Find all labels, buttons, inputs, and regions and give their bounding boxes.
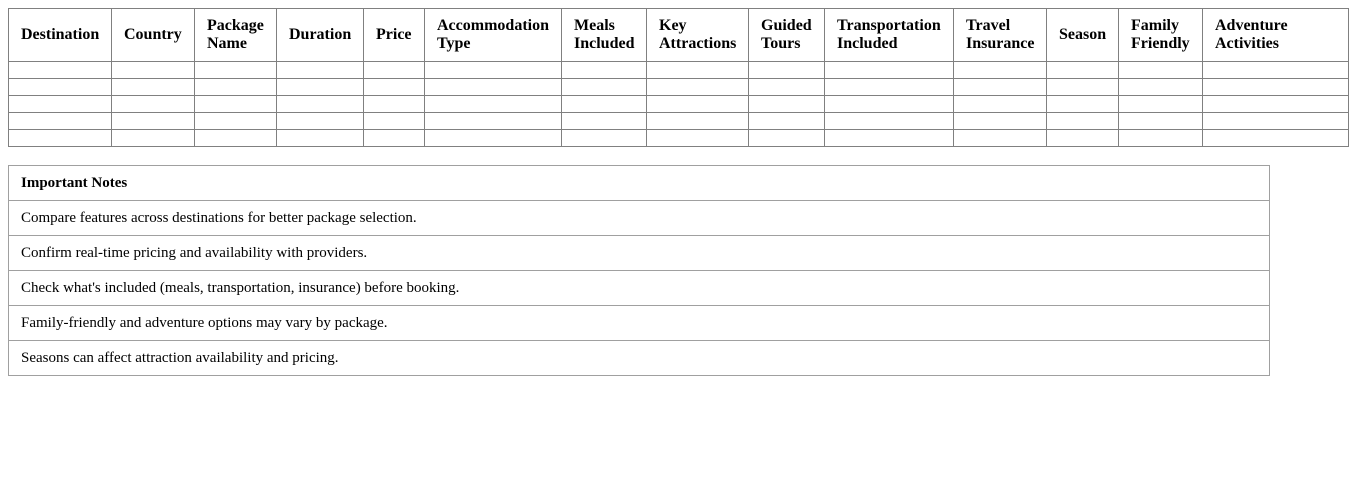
note-item [9, 271, 1270, 306]
note-text: Family-friendly and adventure options may vary by package. [9, 306, 1270, 341]
table-cell [1047, 96, 1119, 113]
packages-table-viewport [8, 8, 1288, 147]
table-cell [195, 79, 277, 96]
table-row [9, 113, 1349, 130]
column-header-travel-insurance: Travel Insurance [954, 9, 1047, 62]
column-header-price: Price [364, 9, 425, 62]
table-cell [364, 130, 425, 147]
table-cell [425, 79, 562, 96]
column-header-transportation-included: Transportation Included [825, 9, 954, 62]
table-cell [112, 79, 195, 96]
table-cell [647, 130, 749, 147]
table-cell [1203, 96, 1349, 113]
column-header-season: Season [1047, 9, 1119, 62]
column-header-meals-included: Meals Included [562, 9, 647, 62]
table-cell [954, 113, 1047, 130]
note-item [9, 341, 1270, 376]
table-cell [112, 96, 195, 113]
table-cell [1119, 62, 1203, 79]
table-cell [647, 113, 749, 130]
table-cell [112, 130, 195, 147]
table-cell [954, 96, 1047, 113]
table-cell [195, 96, 277, 113]
notes-title-row [9, 166, 1270, 201]
table-row [9, 62, 1349, 79]
table-cell [1203, 113, 1349, 130]
table-cell [1119, 113, 1203, 130]
table-cell [749, 96, 825, 113]
table-cell [749, 79, 825, 96]
column-header-family-friendly: Family Friendly [1119, 9, 1203, 62]
table-cell [562, 113, 647, 130]
table-cell [277, 130, 364, 147]
table-cell [277, 79, 364, 96]
table-cell [277, 62, 364, 79]
table-cell [364, 62, 425, 79]
note-text: Seasons can affect attraction availability and pricing. [9, 341, 1270, 376]
note-item [9, 236, 1270, 271]
table-cell [364, 113, 425, 130]
table-cell [112, 113, 195, 130]
column-header-country: Country [112, 9, 195, 62]
table-cell [749, 62, 825, 79]
table-cell [954, 130, 1047, 147]
table-cell [1119, 79, 1203, 96]
table-cell [749, 113, 825, 130]
column-header-guided-tours: Guided Tours [749, 9, 825, 62]
table-cell [562, 96, 647, 113]
table-row [9, 96, 1349, 113]
table-cell [954, 79, 1047, 96]
table-cell [425, 96, 562, 113]
notes-title: Important Notes [9, 166, 1270, 201]
table-cell [425, 113, 562, 130]
table-cell [562, 130, 647, 147]
table-row [9, 79, 1349, 96]
table-cell [562, 79, 647, 96]
column-header-accommodation-type: Accommodation Type [425, 9, 562, 62]
table-header-row [9, 9, 1349, 62]
table-cell [364, 96, 425, 113]
note-text: Confirm real-time pricing and availability with providers. [9, 236, 1270, 271]
table-cell [277, 113, 364, 130]
table-cell [647, 79, 749, 96]
table-cell [9, 130, 112, 147]
table-cell [9, 62, 112, 79]
important-notes-table [8, 165, 1270, 376]
table-cell [825, 79, 954, 96]
table-cell [647, 62, 749, 79]
table-cell [195, 62, 277, 79]
note-text: Check what's included (meals, transportation, insurance) before booking. [9, 271, 1270, 306]
table-cell [425, 130, 562, 147]
table-cell [1203, 130, 1349, 147]
table-cell [825, 62, 954, 79]
table-cell [1203, 79, 1349, 96]
note-text: Compare features across destinations for better package selection. [9, 201, 1270, 236]
table-cell [825, 113, 954, 130]
table-cell [1047, 79, 1119, 96]
table-cell [825, 130, 954, 147]
table-cell [9, 113, 112, 130]
table-cell [9, 79, 112, 96]
table-cell [1119, 130, 1203, 147]
column-header-destination: Destination [9, 9, 112, 62]
table-cell [277, 96, 364, 113]
table-cell [364, 79, 425, 96]
table-cell [112, 62, 195, 79]
column-header-adventure-activities: Adventure Activities [1203, 9, 1349, 62]
table-cell [1047, 113, 1119, 130]
table-cell [1047, 130, 1119, 147]
table-cell [647, 96, 749, 113]
table-cell [195, 130, 277, 147]
table-row [9, 130, 1349, 147]
column-header-key-attractions: Key Attractions [647, 9, 749, 62]
table-cell [1047, 62, 1119, 79]
table-cell [749, 130, 825, 147]
table-cell [562, 62, 647, 79]
table-cell [195, 113, 277, 130]
table-cell [9, 96, 112, 113]
column-header-package-name: Package Name [195, 9, 277, 62]
table-body [9, 62, 1349, 147]
travel-packages-table [8, 8, 1349, 147]
table-cell [1203, 62, 1349, 79]
note-item [9, 306, 1270, 341]
note-item [9, 201, 1270, 236]
table-cell [825, 96, 954, 113]
table-cell [1119, 96, 1203, 113]
table-cell [425, 62, 562, 79]
table-cell [954, 62, 1047, 79]
column-header-duration: Duration [277, 9, 364, 62]
